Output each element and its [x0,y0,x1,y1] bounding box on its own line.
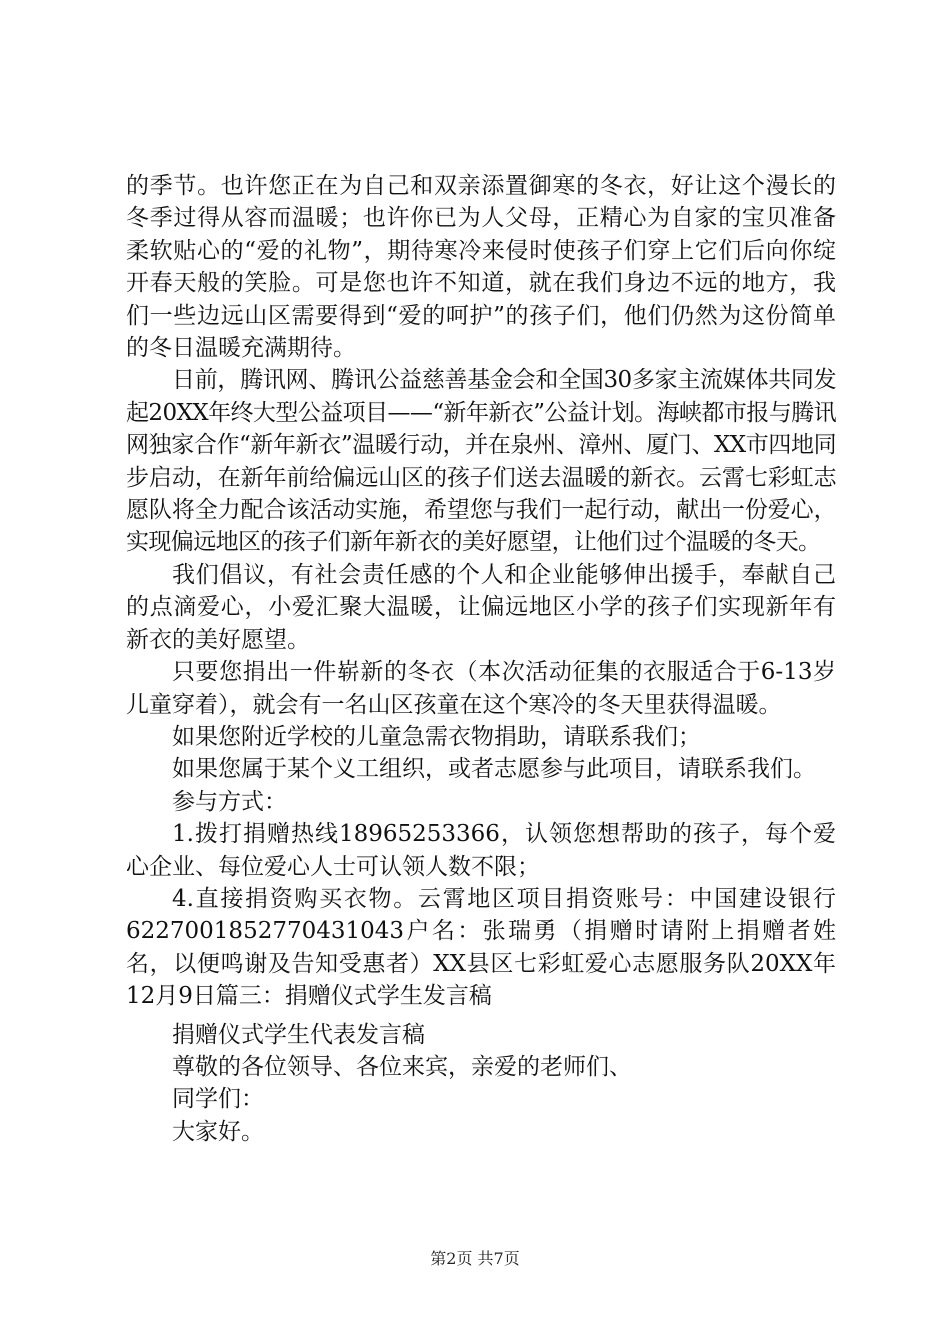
paragraph-donate-coat: 只要您捐出一件崭新的冬衣（本次活动征集的衣服适合于6-13岁儿童穿着），就会有一名山区孩童在这个寒冷的冬天里获得温暖。 [126,659,836,718]
speech-title: 捐赠仪式学生代表发言稿 [172,1021,425,1048]
speech-greeting: 大家好。 [172,1118,264,1145]
paragraph-initiative: 我们倡议，有社会责任感的个人和企业能够伸出援手，奉献自己的点滴爱心，小爱汇聚大温暖，让偏远地区小学的孩子们实现新年有新衣的美好愿望。 [126,561,836,653]
paragraph-participation-heading: 参与方式： [172,788,287,815]
paragraph-method-hotline: 1.拨打捐赠热线18965253366，认领您想帮助的孩子，每个爱心企业、每位爱心人士可认领人数不限； [126,821,836,880]
body-text [126,170,836,1148]
paragraph-school-contact: 如果您附近学校的儿童急需衣物捐助，请联系我们； [172,723,701,750]
speech-salutation: 尊敬的各位领导、各位来宾，亲爱的老师们、 [172,1053,632,1080]
paragraph-method-bank: 4.直接捐资购买衣物。云霄地区项目捐资账号：中国建设银行6227001852770431043户名：张瑞勇（捐赠时请附上捐赠者姓名，以便鸣谢及告知受惠者）XX县区七彩虹爱心志愿服务队20XX年12月9日篇三：捐赠仪式学生发言稿 [126,885,836,1010]
speech-salutation-students: 同学们： [172,1086,264,1113]
paragraph-announcement: 日前，腾讯网、腾讯公益慈善基金会和全国30多家主流媒体共同发起20XX年终大型公益项目——“新年新衣”公益计划。海峡都市报与腾讯网独家合作“新年新衣”温暖行动，并在泉州、漳州、厦门、XX市四地同步启动，在新年前给偏远山区的孩子们送去温暖的新衣。云霄七彩虹志愿队将全力配合该活动实施，希望您与我们一起行动，献出一份爱心，实现偏远地区的孩子们新年新衣的美好愿望，让他们过个温暖的冬天。 [126,367,836,556]
paragraph-volunteer-contact: 如果您属于某个义工组织，或者志愿参与此项目，请联系我们。 [172,756,816,783]
paragraph-continuation: 的季节。也许您正在为自己和双亲添置御寒的冬衣，好让这个漫长的冬季过得从容而温暖；也许你已为人父母，正精心为自家的宝贝准备柔软贴心的“爱的礼物”，期待寒冷来侵时使孩子们穿上它们后向你绽开春天般的笑脸。可是您也许不知道，就在我们身边不远的地方，我们一些边远山区需要得到“爱的呵护”的孩子们，他们仍然为这份简单的冬日温暖充满期待。 [126,173,836,362]
page-footer: 第2页 共7页 [430,1249,520,1268]
